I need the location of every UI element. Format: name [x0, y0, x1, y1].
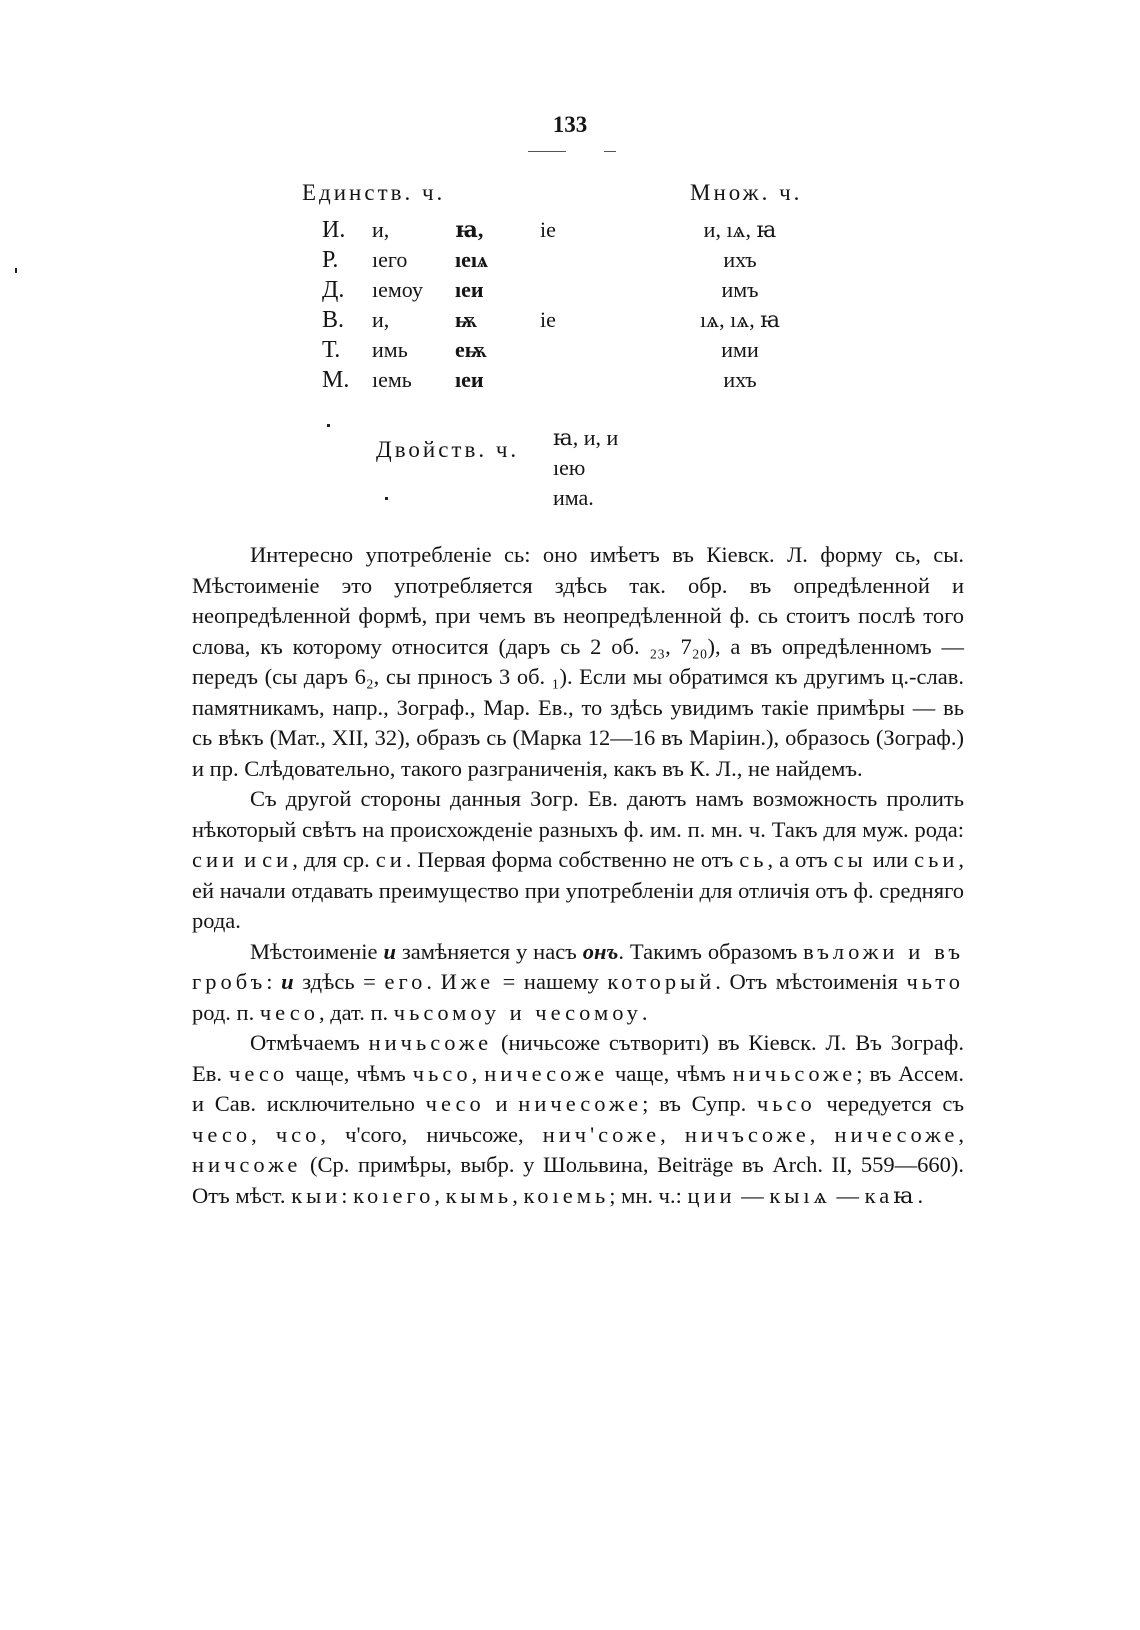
text-run: , для ср. [292, 847, 376, 872]
text-run: Иже [440, 969, 495, 994]
text-run: кыıѧ [769, 1182, 831, 1208]
declension-case-1: Р. [322, 247, 339, 273]
text-run: сы [833, 847, 867, 872]
text-run: ничесоже [518, 1091, 643, 1116]
singular-header: Единств. ч. [302, 180, 446, 205]
text-run: сьи [914, 847, 959, 872]
text-run: чаще, чѣмъ [288, 1060, 413, 1086]
text-run: который [607, 969, 716, 994]
declension-m-0: и, [372, 217, 390, 242]
text-run: — [735, 1182, 770, 1208]
text-run: ничьсоже [732, 1060, 857, 1086]
declension-pl-0: и, ıѧ, ꙗ [703, 217, 777, 242]
text-run: ; мн. ч.: [609, 1182, 688, 1208]
text-run: , [958, 1121, 964, 1147]
text-run: , [809, 1121, 835, 1147]
text-run: , ч'сого, ничьсоже, [320, 1121, 543, 1147]
declension-pl-5: ихъ [723, 367, 757, 392]
text-run: онъ [582, 938, 619, 964]
declension-pl-4: ими [721, 337, 759, 362]
page-number: 133 [552, 112, 588, 137]
text-run: Интересно употребленіе сь: оно имѣетъ въ Кіевск. Л. форму сь, сы. Мѣстоименіе это употребляется здѣсь так. обр. въ опредѣленной и неопредѣленной формѣ, при чемъ въ неопредѣленной ф. сь стоитъ послѣ того слова, къ которому относится (даръ сь 2 об. ₂₃, 7₂₀), а въ опредѣленномъ — передъ (сы даръ 6₂, сы прıносъ 3 об. ₁). Если мы обратимся къ другимъ ц.-слав. памятникамъ, напр., Зограф., Мар. Ев., то здѣсь увидимъ такіе примѣры — вь сь вѣкъ (Мат., XII, 32), образъ сь (Марка 12—16 въ Маріин.), образось (Зограф.) и пр. Слѣдовательно, такого разграниченія, какъ въ К. Л., не найдемъ. [192, 542, 964, 781]
text-run: или [866, 847, 915, 872]
text-run: замѣняется у насъ [395, 938, 583, 964]
scan-speck [15, 268, 17, 273]
text-run: ; въ Супр. [642, 1091, 757, 1116]
text-run: чсо [275, 1121, 321, 1147]
text-run: (ничьсоже сътворитı) въ Кіевск. Л. Въ Зограф. Ев. [192, 1030, 964, 1086]
dual-form-1: ıею [553, 455, 586, 480]
text-run: чьсо [412, 1060, 472, 1086]
scan-speck [385, 497, 388, 500]
text-run: си [262, 847, 293, 872]
declension-pl-2: имъ [721, 277, 759, 302]
text-run: ции [687, 1182, 736, 1208]
text-run: кыи [291, 1182, 342, 1208]
text-run: кымь [445, 1182, 513, 1208]
text-run: и [238, 847, 263, 872]
dual-form-2: има. [553, 485, 594, 510]
text-run: сии [192, 847, 239, 872]
text-run: чесо [425, 1091, 485, 1116]
declension-case-0: И. [322, 217, 346, 243]
text-run: нич'соже [542, 1121, 661, 1147]
text-run: ничьсоже [368, 1030, 493, 1055]
paragraph-1 [192, 540, 964, 784]
declension-f-3: ѭ [455, 307, 477, 332]
text-run: , [251, 1121, 276, 1147]
text-run: , а отъ [767, 847, 834, 872]
text-run: . [426, 969, 441, 994]
text-run: — [830, 1182, 865, 1208]
text-run: . Первая форма собственно не отъ [405, 847, 740, 872]
declension-m-3: и, [372, 307, 390, 332]
text-run: (Ср. примѣры, выбр. у Шольвина, Beiträge въ Arch. II, 559—660). Отъ мѣст. [192, 1152, 964, 1208]
text-run: : [341, 1182, 354, 1208]
declension-n-0: ie [540, 217, 556, 242]
text-run: чаще, чѣмъ [608, 1060, 733, 1086]
paragraph-2 [192, 784, 964, 937]
declension-m-4: имь [372, 337, 408, 362]
text-run: сь [739, 847, 768, 872]
text-run: ; въ Ассем. и Сав. исключительно [192, 1060, 965, 1116]
declension-case-3: В. [322, 307, 345, 333]
text-run: . Такимъ образомъ [618, 938, 804, 964]
text-run: , дат. п. [318, 999, 394, 1025]
text-run: род. п. [192, 999, 260, 1025]
declension-f-2: ıеи [455, 277, 484, 302]
text-run: : [266, 969, 282, 994]
text-run: . [917, 1182, 924, 1208]
declension-pl-1: ихъ [723, 247, 757, 272]
declension-m-5: ıемь [372, 367, 412, 392]
scan-speck [327, 424, 330, 427]
declension-case-5: М. [322, 367, 350, 393]
declension-pl-3: ıѧ, ıѧ, ꙗ [700, 307, 780, 332]
text-run: , [434, 1182, 446, 1208]
text-run: си [375, 847, 406, 872]
text-run: чьсо [756, 1091, 816, 1116]
text-run: ничесоже [834, 1121, 959, 1147]
declension-m-2: ıемоу [372, 277, 423, 302]
text-run: Мѣстоименіе [250, 938, 384, 964]
declension-m-1: ıего [372, 247, 408, 272]
text-run: и [383, 938, 396, 964]
text-run: чередуется съ [815, 1091, 964, 1116]
declension-f-0: ꙗ, [455, 217, 484, 242]
paragraph-4 [192, 1028, 964, 1211]
text-run: чьто [906, 969, 964, 994]
text-run: , [660, 1121, 685, 1147]
text-run: чьсомоу и чесомоу [393, 999, 642, 1025]
text-run: чесо [192, 1121, 252, 1147]
text-run: , [471, 1060, 485, 1086]
text-run: ничесоже [484, 1060, 609, 1086]
declension-f-1: ıеıѧ [455, 247, 488, 272]
text-run: . [641, 999, 648, 1025]
text-run: здѣсь = [293, 969, 385, 994]
text-run: Отмѣчаемъ [250, 1030, 369, 1055]
header-rule [528, 151, 566, 152]
text-run: . Отъ мѣстоименія [715, 969, 907, 994]
text-run: ничсоже [192, 1152, 302, 1177]
text-run: , [512, 1182, 524, 1208]
text-run: чесо [259, 999, 319, 1025]
plural-header: Множ. ч. [690, 180, 803, 205]
declension-f-4: еѭ [455, 337, 487, 362]
text-run: ничъсоже [684, 1121, 810, 1147]
text-run: коıего [353, 1182, 435, 1208]
text-run: въложи и въ гробъ [192, 938, 964, 994]
body-text [192, 540, 964, 1211]
dual-header: Двойств. ч. [376, 437, 520, 462]
text-run: , ей начали отдавать преимущество при употребленіи для отличія отъ ф. средняго рода. [192, 847, 964, 933]
declension-case-2: Д. [322, 277, 345, 303]
text-run: коıемь [523, 1182, 610, 1208]
paragraph-3 [192, 937, 964, 1029]
text-run: и [484, 1091, 519, 1116]
text-run: каꙗ [864, 1182, 918, 1208]
dual-form-0: ꙗ, и, и [553, 425, 619, 450]
text-run: его [384, 969, 427, 994]
declension-n-3: ie [540, 307, 556, 332]
text-run: и [281, 969, 294, 994]
text-run: чесо [229, 1060, 289, 1086]
declension-case-4: Т. [322, 337, 341, 363]
text-run: = нашему [494, 969, 608, 994]
header-rule-tick [604, 151, 616, 152]
declension-f-5: ıеи [455, 367, 484, 392]
text-run: Съ другой стороны данныя Зогр. Ев. даютъ намъ возможность пролить нѣкоторый свѣтъ на происхожденіе разныхъ ф. им. п. мн. ч. Такъ для муж. рода: [192, 786, 964, 842]
